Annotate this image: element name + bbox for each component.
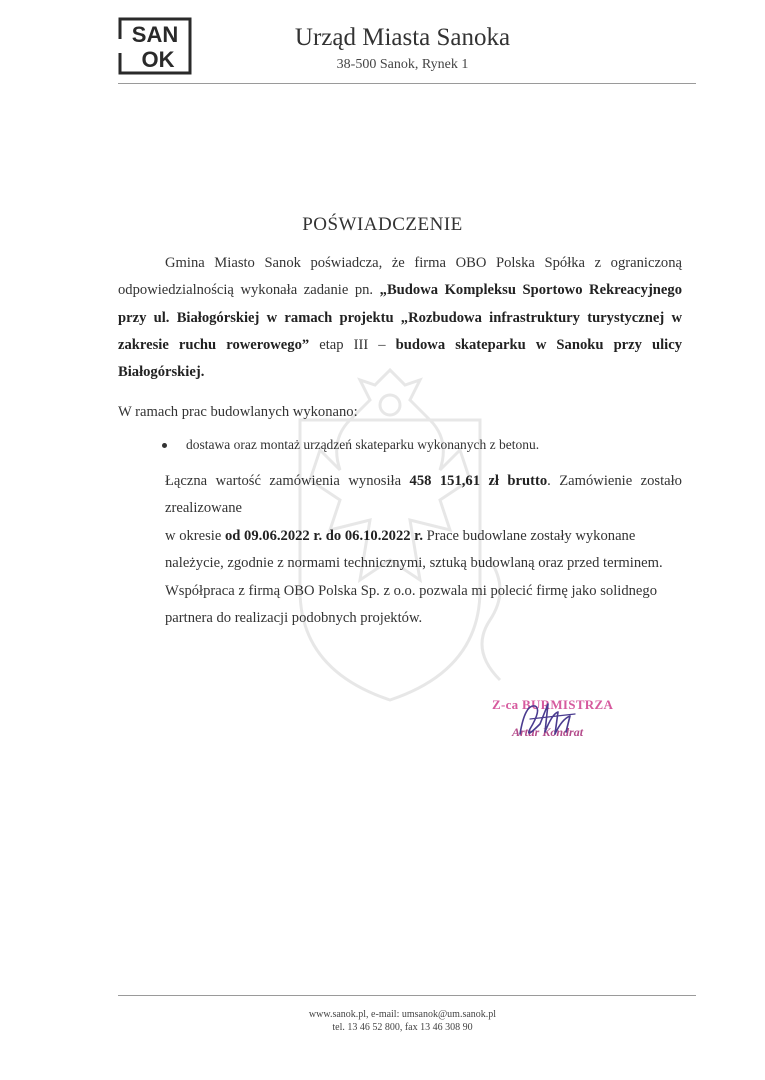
paragraph-text: . Zamówienie zostało zrealizowane xyxy=(165,473,682,517)
paragraph-text: Prace budowlane zostały wykonane należycie, zgodnie z normami technicznymi, sztuką budowlaną oraz przed terminem. Współpraca z firmą OBO Polska Sp. z o.o. pozwala mi polecić firmę jako solidnego partnera do realizacji podobnych projektów. xyxy=(165,528,663,626)
paragraph-text: w okresie xyxy=(165,528,225,544)
works-intro: W ramach prac budowlanych wykonano: xyxy=(118,404,358,420)
stamp-name: Artur Kondrat xyxy=(512,725,584,739)
footer-contact-phone: tel. 13 46 52 800, fax 13 46 308 90 xyxy=(332,1022,473,1033)
document-title: POŚWIADCZENIE xyxy=(302,214,463,235)
handwritten-signature xyxy=(500,694,590,744)
logo-text-bottom: OK xyxy=(141,47,175,72)
office-address: 38-500 Sanok, Rynek 1 xyxy=(336,57,469,72)
footer-contact-web: www.sanok.pl, e-mail: umsanok@um.sanok.pl xyxy=(308,1009,497,1020)
order-value: 458 151,61 zł brutto xyxy=(409,473,548,489)
logo-text-top: SAN xyxy=(131,22,179,47)
period-paragraph xyxy=(165,523,682,632)
stamp-position: Z-ca BURMISTRZA xyxy=(492,697,614,712)
certificate-paragraph xyxy=(118,250,682,386)
list-item-text: dostawa oraz montaż urządzeń skateparku wykonanych z betonu. xyxy=(186,437,540,452)
footer-divider xyxy=(118,995,696,996)
office-name: Urząd Miasta Sanoka xyxy=(294,24,511,51)
header-divider xyxy=(118,83,696,84)
paragraph-text: Łączna wartość zamówienia wynosiła xyxy=(165,473,410,489)
paragraph-text: etap III – xyxy=(309,336,396,353)
order-value-paragraph xyxy=(165,468,682,523)
bullet-icon xyxy=(162,443,167,448)
paragraph-text: Gmina Miasto Sanok poświadcza, że firma OBO Polska Spółka z ograniczoną odpowiedzialnością wykonała zadanie pn. xyxy=(118,255,682,299)
project-stage: budowa skateparku w Sanoku przy ulicy Białogórskiej. xyxy=(118,336,683,381)
execution-period: od 09.06.2022 r. do 06.10.2022 r. xyxy=(224,528,423,544)
list-item xyxy=(162,437,539,453)
project-name: „Budowa Kompleksu Sportowo Rekreacyjnego przy ul. Białogórskiej w ramach projektu „Rozbudowa infrastruktury turystycznej w zakresie ruchu rowerowego” xyxy=(118,282,682,353)
